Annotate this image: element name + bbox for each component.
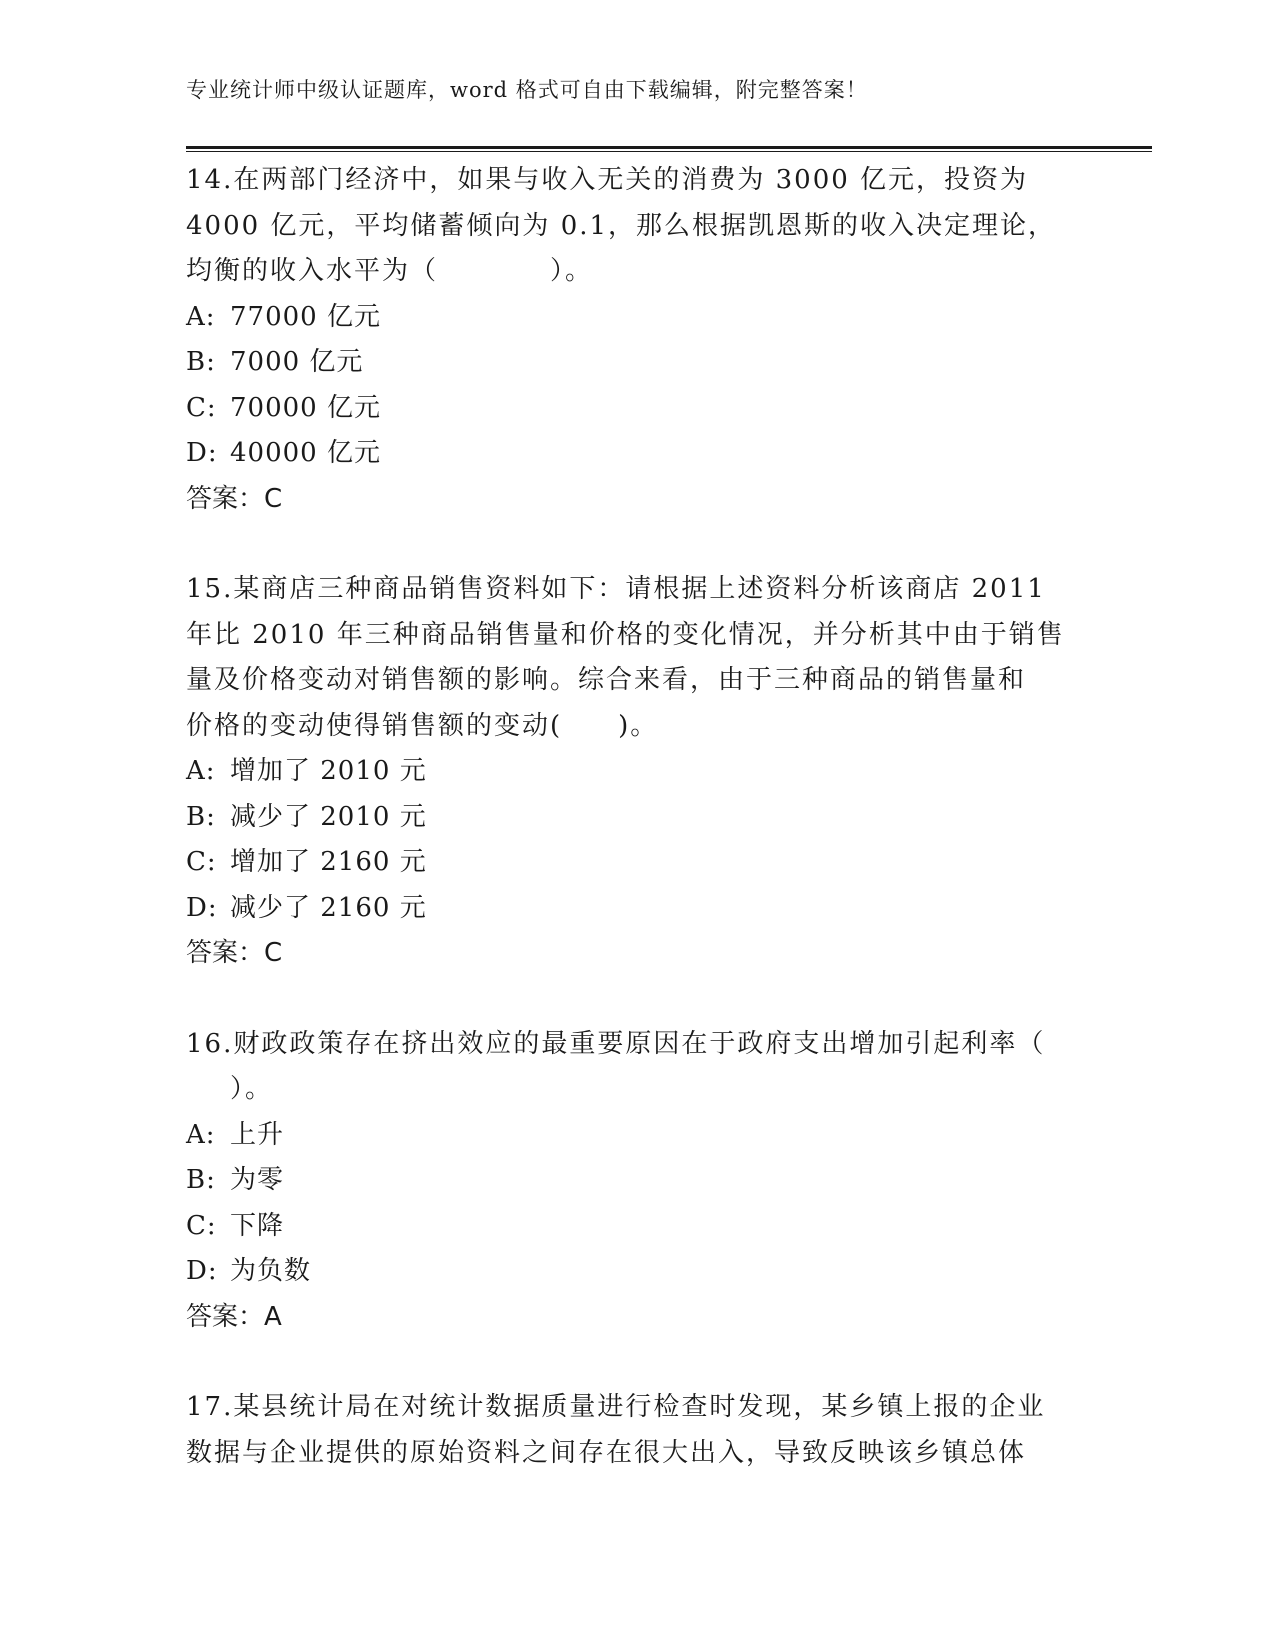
question-line: 15.某商店三种商品销售资料如下：请根据上述资料分析该商店 2011 xyxy=(186,574,1046,604)
option-c xyxy=(186,840,1086,886)
question-15 xyxy=(186,567,1086,977)
option-key: A: xyxy=(186,756,216,786)
option-a xyxy=(186,1113,1086,1159)
option-key: A: xyxy=(186,301,216,332)
question-text xyxy=(186,158,1086,295)
option-d xyxy=(186,1249,1086,1295)
option-a xyxy=(186,295,1086,341)
question-line: 14.在两部门经济中，如果与收入无关的消费为 3000 亿元，投资为 xyxy=(186,165,1029,195)
question-line: 16.财政政策存在挤出效应的最重要原因在于政府支出增加引起利率（ xyxy=(186,1028,1046,1059)
option-text: 减少了 2160 元 xyxy=(230,892,427,923)
question-line: 量及价格变动对销售额的影响。综合来看，由于三种商品的销售量和 xyxy=(186,665,1027,695)
option-c xyxy=(186,1204,1086,1250)
option-b xyxy=(186,1158,1086,1204)
option-text: 7000 亿元 xyxy=(230,347,364,377)
option-a xyxy=(186,749,1086,795)
question-line: ）。 xyxy=(230,1074,274,1104)
option-text: 减少了 2010 元 xyxy=(230,801,427,832)
option-text: 下降 xyxy=(230,1210,285,1241)
option-b xyxy=(186,340,1086,386)
option-text: 70000 亿元 xyxy=(230,392,381,423)
option-key: B: xyxy=(186,1165,216,1195)
question-line: 17.某县统计局在对统计数据质量进行检查时发现，某乡镇上报的企业 xyxy=(186,1392,1046,1422)
option-text: 增加了 2010 元 xyxy=(230,756,427,786)
question-14 xyxy=(186,158,1086,522)
spacer xyxy=(186,522,1086,567)
header-rule-thin xyxy=(186,151,1152,152)
option-key: B: xyxy=(186,347,216,377)
option-key: C: xyxy=(186,847,217,877)
question-line: 年比 2010 年三种商品销售量和价格的变化情况，并分析其中由于销售 xyxy=(186,619,1065,650)
question-line: 均衡的收入水平为（ ）。 xyxy=(186,256,594,286)
option-text: 40000 亿元 xyxy=(230,438,381,468)
option-text: 为零 xyxy=(230,1165,285,1195)
option-key: C: xyxy=(186,392,217,423)
option-d xyxy=(186,886,1086,932)
option-text: 77000 亿元 xyxy=(230,301,381,332)
option-key: C: xyxy=(186,1210,217,1241)
question-line: 价格的变动使得销售额的变动( )。 xyxy=(186,710,659,741)
option-key: B: xyxy=(186,801,216,832)
question-text xyxy=(186,1385,1086,1476)
question-text xyxy=(186,1022,1086,1113)
spacer xyxy=(186,977,1086,1022)
option-c xyxy=(186,386,1086,432)
header-rule-thick xyxy=(186,146,1152,149)
option-key: D: xyxy=(186,438,218,468)
option-key: D: xyxy=(186,1256,218,1286)
spacer xyxy=(186,1340,1086,1385)
option-text: 增加了 2160 元 xyxy=(230,847,427,877)
question-16 xyxy=(186,1022,1086,1341)
option-text: 为负数 xyxy=(230,1256,312,1286)
page-header: 专业统计师中级认证题库，word 格式可自由下载编辑，附完整答案！ xyxy=(186,78,868,102)
option-key: A: xyxy=(186,1119,216,1150)
option-b xyxy=(186,795,1086,841)
answer: 答案：C xyxy=(186,483,283,514)
question-line: 数据与企业提供的原始资料之间存在很大出入，导致反映该乡镇总体 xyxy=(186,1437,1027,1468)
answer: 答案：C xyxy=(186,938,283,968)
question-17 xyxy=(186,1385,1086,1476)
answer: 答案：A xyxy=(186,1301,282,1332)
option-key: D: xyxy=(186,892,218,923)
question-line: 4000 亿元，平均储蓄倾向为 0.1，那么根据凯恩斯的收入决定理论， xyxy=(186,210,1057,241)
question-text xyxy=(186,567,1086,749)
option-text: 上升 xyxy=(230,1119,285,1150)
option-d xyxy=(186,431,1086,477)
question-list xyxy=(186,158,1086,1476)
